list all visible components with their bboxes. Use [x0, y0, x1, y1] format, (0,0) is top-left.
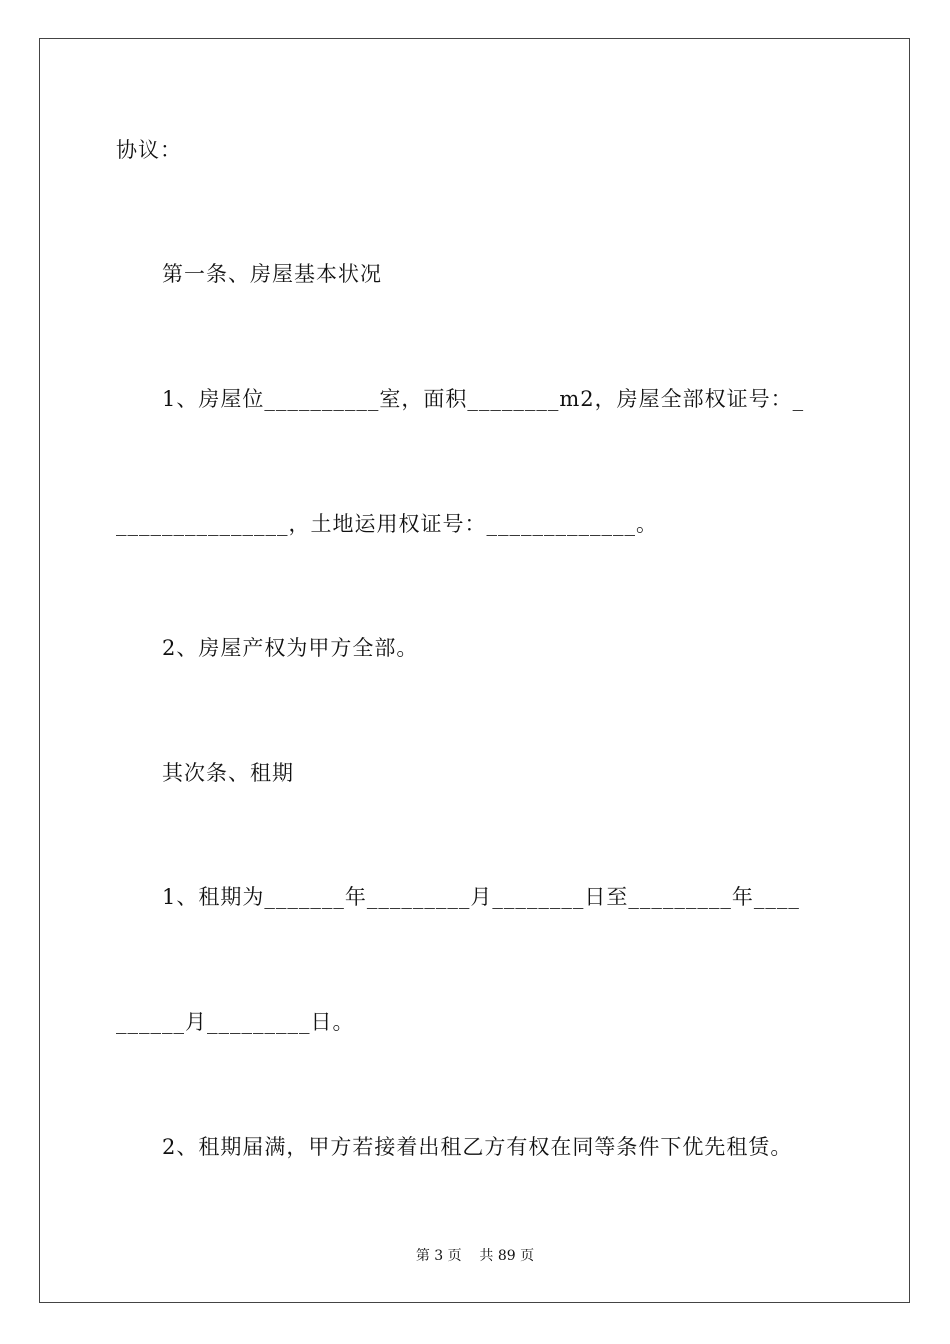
text-line: ______月_________日。 [116, 1010, 355, 1034]
page-frame [39, 38, 910, 1303]
text-line: 1、租期为_______年_________月________日至_________年____ [162, 885, 800, 909]
text-line: 2、房屋产权为甲方全部。 [162, 636, 419, 660]
section-heading: 其次条、租期 [162, 761, 294, 785]
text-line: _______________，土地运用权证号：_____________。 [116, 512, 658, 536]
section-heading: 第一条、房屋基本状况 [162, 262, 382, 286]
page-number-footer: 第 3 页 共 89 页 [415, 1248, 535, 1264]
text-line: 协议： [116, 138, 182, 162]
text-line: 1、房屋位__________室，面积________m2，房屋全部权证号：_ [162, 387, 805, 411]
text-line: 2、租期届满，甲方若接着出租乙方有权在同等条件下优先租赁。 [162, 1135, 793, 1159]
